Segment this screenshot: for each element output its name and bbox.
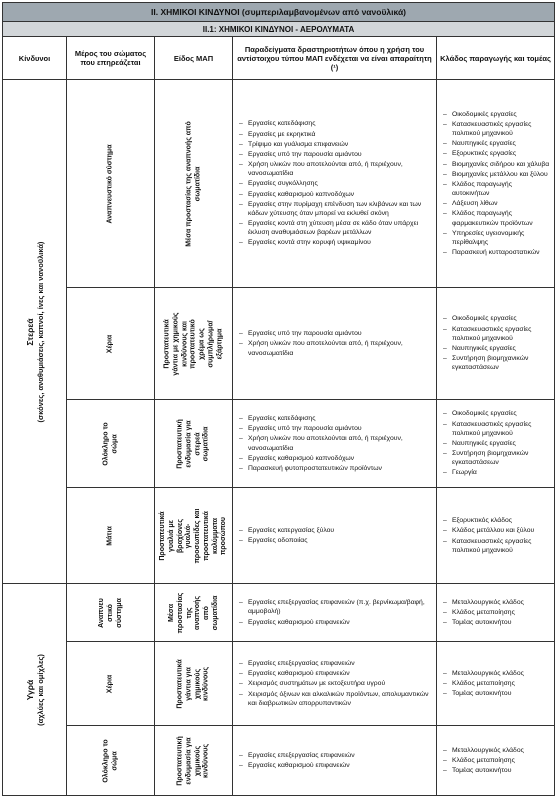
example-item: – Χρήση υλικών που αποτελούνται από, ή περιέχουν, νανοσωματίδια (239, 160, 432, 178)
table-title: ΙΙ. ΧΗΜΙΚΟΙ ΚΙΝΔΥΝΟΙ (συμπεριλαμβανομένων από νανοϋλικά) (3, 3, 555, 22)
vertical-text: Μάτια (106, 525, 114, 546)
example-item: – Εργασίες καθαρισμού καπνοδόχων (239, 454, 432, 463)
vertical-line: Προστατευτικά (158, 510, 166, 561)
sector-item: – Τομέας αυτοκινήτου (443, 689, 550, 698)
sector-item: – Ναυπηγικές εργασίες (443, 344, 550, 353)
example-item: – Εργασίες κατεδάφισης (239, 414, 432, 423)
vertical-line: από (202, 605, 210, 620)
vertical-text: Χέρια (106, 334, 114, 353)
header-examples: Παραδείγματα δραστηριοτήτων όπου η χρήση του αντίστοιχου τύπου ΜΑΠ ενδέχεται να είναι απαραίτητη (¹) (233, 37, 437, 80)
vertical-line: Αναπνευ (97, 597, 105, 628)
example-item-list (233, 115, 436, 251)
examples-cell (233, 80, 437, 288)
sector-item: – Κατασκευαστικές εργασίες πολιτικού μηχανικού (443, 120, 550, 138)
sector-item: – Κλάδος μεταποίησης (443, 756, 550, 765)
example-item: – Εργασίες οδοποιίας (239, 536, 432, 545)
solid-row (3, 288, 555, 400)
sector-item: – Κλάδος μετάλλου και ξύλου (443, 526, 550, 535)
example-item: – Εργασίες επεξεργασίας επιφανειών (239, 659, 432, 668)
vertical-line: χημικούς (193, 745, 201, 776)
vertical-text: Χέρια (106, 674, 114, 693)
sector-item: – Τομέας αυτοκινήτου (443, 618, 550, 627)
vertical-line: σωματίδια (211, 595, 218, 630)
body-part-cell (67, 584, 155, 642)
sector-item-list (437, 106, 554, 262)
example-item: – Εργασίες καθαρισμού επιφανειών (239, 669, 432, 678)
vertical-text (159, 508, 229, 563)
hazard-subtitle: (αχλύες και ομίχλες) (35, 653, 45, 726)
sectors-cell (437, 288, 555, 400)
sector-item-list (437, 742, 554, 780)
sector-item: – Μεταλλουργικός κλάδος (443, 746, 550, 755)
ppe-type-cell (155, 642, 233, 726)
liquid-row (3, 726, 555, 796)
example-item: – Παρασκευή φυτοπροστατευτικών προϊόντων (239, 464, 432, 473)
example-item: – Εργασίες υπό την παρουσία αμιάντου (239, 329, 432, 338)
sector-item: – Οικοδομικές εργασίες (443, 110, 550, 119)
vertical-text (102, 739, 120, 782)
sector-item: – Γεωργία (443, 468, 550, 477)
sectors-cell (437, 642, 555, 726)
liquid-row (3, 642, 555, 726)
solid-row (3, 400, 555, 488)
sector-item: – Ναυπηγικές εργασίες (443, 139, 550, 148)
vertical-line: χρέμα ως (197, 327, 205, 360)
sector-item: – Κατασκευαστικές εργασίες πολιτικού μηχανικού (443, 537, 550, 555)
solid-row (3, 488, 555, 584)
vertical-text: Αναπνευστικό σύστημα (106, 143, 114, 224)
vertical-line: σύστημα (114, 597, 122, 628)
vertical-line: προστατευτικά (202, 510, 210, 561)
examples-cell (233, 488, 437, 584)
vertical-line: Ολόκληρο το (101, 738, 109, 783)
vertical-line: Προστατευτική (176, 735, 183, 786)
vertical-line: σωματίδια (193, 166, 201, 201)
ppe-type-cell (155, 584, 233, 642)
vertical-line: Ολόκληρο το (101, 421, 109, 466)
body-part-cell (67, 288, 155, 400)
ppe-table-page (2, 2, 554, 794)
sector-item: – Λάξευση λίθων (443, 199, 550, 208)
liquid-row (3, 584, 555, 642)
vertical-line: ενδυμασία για (184, 736, 192, 785)
sector-item: – Κλάδος παραγωγής αυτοκινήτων (443, 180, 550, 198)
sectors-cell (437, 726, 555, 796)
vertical-line: γυαλιά- (184, 523, 192, 548)
example-item-list (233, 325, 436, 362)
vertical-line: καλύμματα (211, 517, 218, 554)
vertical-text (163, 312, 224, 375)
examples-cell (233, 642, 437, 726)
example-item-list (233, 522, 436, 549)
sector-item: – Ναυπηγικές εργασίες (443, 439, 550, 448)
ppe-type-cell (155, 726, 233, 796)
sector-item: – Κλάδος μεταποίησης (443, 679, 550, 688)
vertical-line: Προστατευτικά (162, 318, 170, 369)
vertical-line: Μέσα (167, 603, 175, 622)
vertical-line: εξάρτημα (215, 328, 223, 359)
hazard-subtitle: (σκόνες, αναθυμιάσεις, καπνοί, ίνες και νανοϋλικά) (35, 241, 45, 422)
examples-cell (233, 726, 437, 796)
chemical-hazards-table (2, 2, 555, 796)
hazard-name: Στερεά (24, 317, 35, 346)
example-item: – Χειρισμός συστημάτων με εκτοξευτήρα υγρού (239, 679, 432, 688)
sector-item: – Βιομηχανίες σιδήρου και χάλυβα (443, 160, 550, 169)
vertical-line: συμπλήρωμα/ (206, 319, 214, 368)
vertical-line: σωματίδια (202, 426, 210, 461)
example-item-list (233, 410, 436, 477)
hazard-label (25, 654, 45, 726)
hazard-name: Υγρά (24, 679, 35, 700)
vertical-text (176, 736, 211, 785)
sector-item: – Εξορυκτικός κλάδος (443, 516, 550, 525)
ppe-type-cell (155, 488, 233, 584)
examples-cell (233, 584, 437, 642)
header-ppe-type: Είδος ΜΑΠ (155, 37, 233, 80)
sector-item: – Κλάδος παραγωγής φαρμακευτικών προϊόντων (443, 209, 550, 227)
vertical-line: προσωπίδες και (193, 508, 201, 563)
vertical-text (176, 659, 211, 708)
vertical-text (176, 419, 211, 468)
sector-item: – Κλάδος μεταποίησης (443, 608, 550, 617)
body-part-cell (67, 80, 155, 288)
sector-item: – Βιομηχανίες μετάλλου και ξύλου (443, 170, 550, 179)
example-item: – Εργασίες κοντά στη χύτευση μέσα σε κάδο όταν υπάρχει έκλυση αναθυμιάσεων βαρέων μετάλλων (239, 219, 432, 237)
liquid-hazard-cell (3, 584, 67, 796)
example-item-list (233, 747, 436, 774)
header-body-part: Μέρος του σώματος που επηρεάζεται (67, 37, 155, 80)
example-item: – Εργασίες στην πυρίμαχη επένδυση των κλιβάνων και των κάδων χύτευσης όταν μπορεί να εκλυθεί σκόνη (239, 200, 432, 218)
sector-item: – Τομέας αυτοκινήτου (443, 766, 550, 775)
vertical-text (97, 598, 123, 628)
body-part-cell (67, 726, 155, 796)
example-item: – Εργασίες υπό την παρουσία αμιάντου (239, 150, 432, 159)
vertical-line: κινδύνους (202, 666, 210, 701)
header-hazards: Κίνδυνοι (3, 37, 67, 80)
sectors-cell (437, 584, 555, 642)
vertical-line: Μέσα προστασίας της αναπνοής από (184, 120, 192, 247)
sectors-cell (437, 400, 555, 488)
examples-cell (233, 288, 437, 400)
column-headers (3, 37, 555, 80)
vertical-line: προσώπου (219, 516, 227, 555)
vertical-text (185, 121, 203, 246)
sector-item: – Μεταλλουργικός κλάδος (443, 669, 550, 678)
example-item: – Εργασίες καθαρισμού επιφανειών (239, 618, 432, 627)
vertical-line: Προστατευτικά (176, 658, 183, 709)
vertical-line: βραχίονες (176, 518, 183, 553)
sector-item: – Οικοδομικές εργασίες (443, 409, 550, 418)
vertical-line: προστατευτικό (189, 318, 197, 369)
example-item: – Χειρισμός όξινων και αλκαλικών προϊόντων, απολυμαντικών και διαβρωτικών απορρυπαντικών (239, 690, 432, 708)
vertical-line: γάντια με χημικούς (171, 311, 179, 376)
sector-item: – Κατασκευαστικές εργασίες πολιτικού μηχανικού (443, 420, 550, 438)
sector-item-list (437, 512, 554, 559)
sector-item-list (437, 594, 554, 632)
example-item: – Εργασίες καθαρισμού καπνοδόχων (239, 190, 432, 199)
sector-item: – Κατασκευαστικές εργασίες πολιτικού μηχανικού (443, 325, 550, 343)
example-item: – Τρίψιμο και γυάλισμα επιφανειών (239, 140, 432, 149)
header-sectors: Κλάδος παραγωγής και τομέας (437, 37, 555, 80)
sector-item-list (437, 405, 554, 481)
solid-row (3, 80, 555, 288)
example-item: – Εργασίες καθαρισμού επιφανειών (239, 761, 432, 770)
hazard-label (25, 241, 45, 422)
body-part-cell (67, 400, 155, 488)
vertical-text (102, 422, 120, 465)
vertical-line: στικό (106, 603, 114, 622)
vertical-line: αναπνοής (193, 595, 201, 630)
vertical-line: στερεά (193, 431, 201, 456)
example-item-list (233, 594, 436, 631)
example-item-list (233, 655, 436, 712)
solid-hazard-cell (3, 80, 67, 584)
example-item: – Χρήση υλικών που αποτελούνται από, ή περιέχουν, νανοσωματίδια (239, 339, 432, 357)
sector-item: – Συντήρηση βιομηχανικών εγκαταστάσεων (443, 354, 550, 372)
sector-item-list (437, 665, 554, 703)
example-item: – Εργασίες συγκόλλησης (239, 179, 432, 188)
examples-cell (233, 400, 437, 488)
example-item: – Εργασίες κοντά στην κορυφή υψικαμίνου (239, 238, 432, 247)
sector-item: – Μεταλλουργικός κλάδος (443, 598, 550, 607)
vertical-line: γυαλιά με (167, 519, 175, 552)
sector-item: – Συντήρηση βιομηχανικών εγκαταστάσεων (443, 449, 550, 467)
vertical-line: γάντια για (184, 666, 192, 701)
example-item: – Εργασίες κατεργασίας ξύλου (239, 526, 432, 535)
vertical-line: ενδυμασία για (184, 419, 192, 468)
sector-item: – Παρασκευή κυτταροστατικών (443, 248, 550, 257)
sector-item-list (437, 310, 554, 376)
ppe-type-cell (155, 80, 233, 288)
example-item: – Εργασίες επεξεργασίας επιφανειών (239, 751, 432, 760)
example-item: – Εργασίες επεξεργασίας επιφανειών (π.χ. βερνίκωμα/βαφή, αμμοβολή) (239, 598, 432, 616)
example-item: – Εργασίες κατεδάφισης (239, 119, 432, 128)
example-item: – Εργασίες υπό την παρουσία αμιάντου (239, 424, 432, 433)
example-item: – Χρήση υλικών που αποτελούνται από, ή περιέχουν, νανοσωματίδια (239, 434, 432, 452)
sector-item: – Εξορυκτικές εργασίες (443, 149, 550, 158)
vertical-line: σώμα (110, 750, 118, 771)
ppe-type-cell (155, 288, 233, 400)
vertical-line: κινδύνους (202, 743, 210, 778)
vertical-text (167, 592, 220, 633)
body-part-cell (67, 642, 155, 726)
vertical-line: κινδύνους και (180, 320, 188, 367)
body-part-cell (67, 488, 155, 584)
sectors-cell (437, 80, 555, 288)
vertical-line: χημικούς (193, 668, 201, 699)
vertical-line: προστασίας (176, 592, 183, 633)
table-subtitle: ΙΙ.1: ΧΗΜΙΚΟΙ ΚΙΝΔΥΝΟΙ - ΑΕΡΟΛΥΜΑΤΑ (3, 22, 555, 37)
sector-item: – Υπηρεσίες υγειονομικής περίθαλψης (443, 229, 550, 247)
sector-item: – Οικοδομικές εργασίες (443, 314, 550, 323)
vertical-line: της (184, 606, 192, 619)
vertical-line: Προστατευτική (176, 418, 183, 469)
example-item: – Εργασίες με εκρηκτικά (239, 130, 432, 139)
sectors-cell (437, 488, 555, 584)
vertical-line: σώμα (110, 433, 118, 454)
ppe-type-cell (155, 400, 233, 488)
